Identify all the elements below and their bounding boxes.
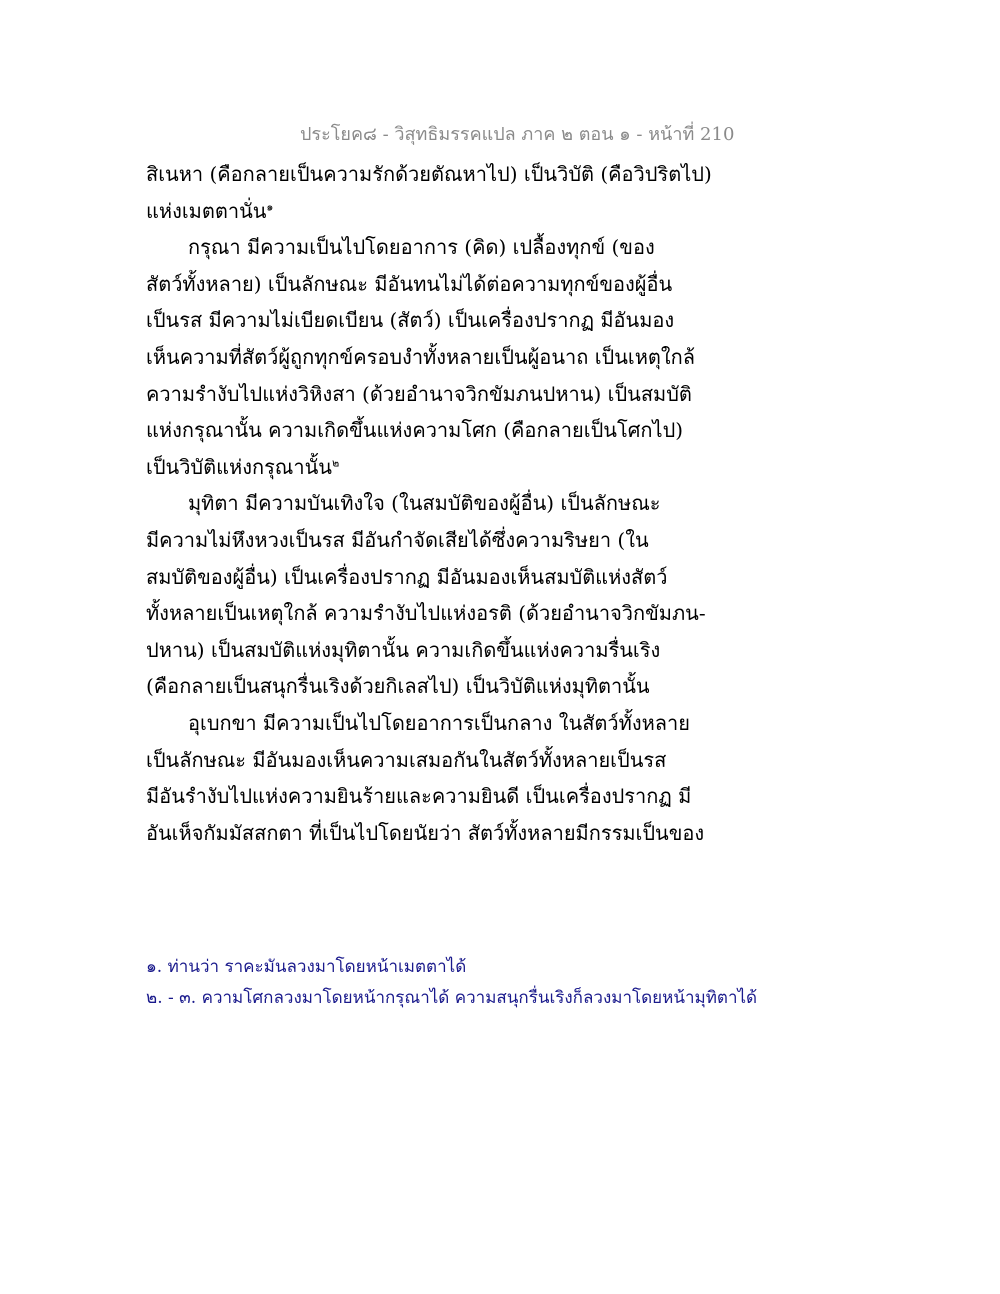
running-title: ประโยค๘ - วิสุทธิมรรคแปล ภาค ๒ ตอน ๑ - หน้าที่ 210 xyxy=(300,124,735,145)
footnote-1: ๑. ท่านว่า ราคะมันลวงมาโดยหน้าเมตตาได้ xyxy=(146,957,467,977)
text-line: แห่งกรุณานั้น ความเกิดขึ้นแห่งความโศก (คือกลายเป็นโศกไป) xyxy=(146,418,684,443)
paragraph-start-line: มุทิตา มีความบันเทิงใจ (ในสมบัติของผู้อื่น) เป็นลักษณะ xyxy=(188,491,661,516)
text-line: เป็นวิบัติแห่งกรุณานั้น$^๒$ xyxy=(146,454,340,479)
text-line: แห่งเมตตานั่น$^๑$ xyxy=(146,198,274,223)
text-line: เห็นความที่สัตว์ผู้ถูกทุกข์ครอบงำทั้งหลายเป็นผู้อนาถ เป็นเหตุใกล้ xyxy=(146,344,696,369)
page-header xyxy=(300,120,735,150)
text-line: สมบัติของผู้อื่น) เป็นเครื่องปรากฏ มีอันมองเห็นสมบัติแห่งสัตว์ xyxy=(146,564,668,589)
paragraph-start-line: อุเบกขา มีความเป็นไปโดยอาการเป็นกลาง ในสัตว์ทั้งหลาย xyxy=(188,710,690,735)
text-line: ทั้งหลายเป็นเหตุใกล้ ความรำงับไปแห่งอรติ (ด้วยอำนาจวิกขัมภน- xyxy=(146,601,706,626)
footnote-marker: ๒ xyxy=(331,456,340,470)
footnote-2: ๒. - ๓. ความโศกลวงมาโดยหน้ากรุณาได้ ความสนุกรื่นเริงก็ลวงมาโดยหน้ามุทิตาได้ xyxy=(146,988,758,1008)
text-line: มีอันรำงับไปแห่งความยินร้ายและความยินดี เป็นเครื่องปรากฏ มี xyxy=(146,784,692,809)
footnotes xyxy=(146,952,766,1014)
text-line: เป็นลักษณะ มีอันมองเห็นความเสมอกันในสัตว์ทั้งหลายเป็นรส xyxy=(146,747,667,772)
text-line: อันเห็จกัมมัสสกตา ที่เป็นไปโดยนัยว่า สัตว์ทั้งหลายมีกรรมเป็นของ xyxy=(146,820,705,845)
text-line: สัตว์ทั้งหลาย) เป็นลักษณะ มีอันทนไม่ได้ต่อความทุกข์ของผู้อื่น xyxy=(146,271,673,296)
text-line: มีความไม่หึงหวงเป็นรส มีอันกำจัดเสียได้ซึ่งความริษยา (ใน xyxy=(146,527,649,552)
text-line: (คือกลายเป็นสนุกรื่นเริงด้วยกิเลสไป) เป็นวิบัติแห่งมุทิตานั้น xyxy=(146,674,650,699)
paragraph-start-line: กรุณา มีความเป็นไปโดยอาการ (คิด) เปลื้องทุกข์ (ของ xyxy=(188,235,655,260)
footnote-marker: ๑ xyxy=(266,199,274,213)
text-line: เป็นรส มีความไม่เบียดเบียน (สัตว์) เป็นเครื่องปรากฏ มีอันมอง xyxy=(146,308,675,333)
text-line: ปหาน) เป็นสมบัติแห่งมุทิตานั้น ความเกิดขึ้นแห่งความรื่นเริง xyxy=(146,637,661,662)
text-line: ความรำงับไปแห่งวิหิงสา (ด้วยอำนาจวิกขัมภนปหาน) เป็นสมบัติ xyxy=(146,381,692,406)
text-line: สิเนหา (คือกลายเป็นความรักด้วยตัณหาไป) เป็นวิบัติ (คือวิปริตไป) xyxy=(146,162,712,186)
body-text xyxy=(146,156,712,851)
